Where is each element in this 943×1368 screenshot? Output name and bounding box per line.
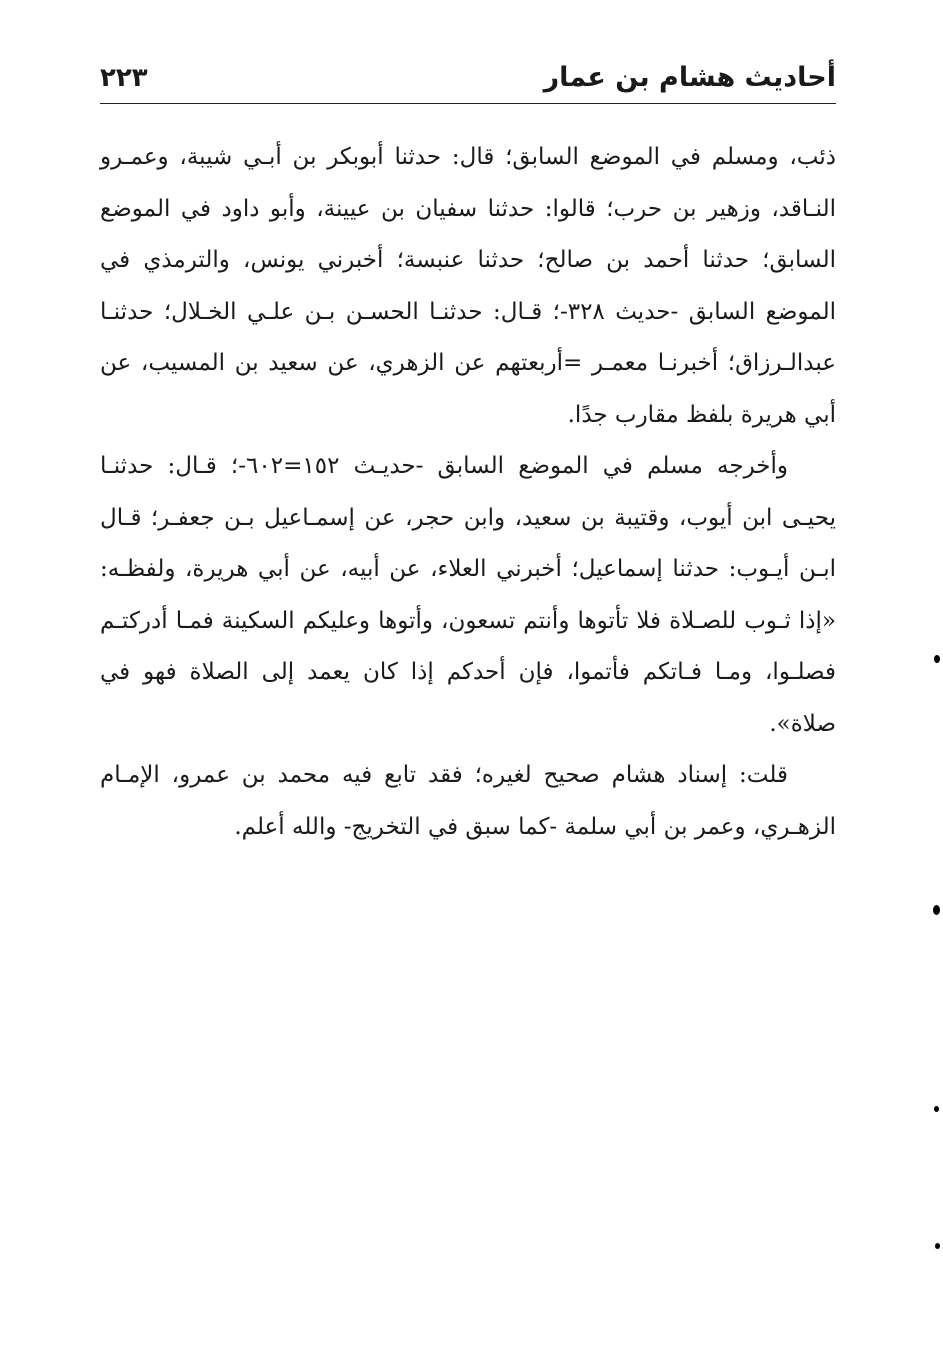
- running-title: أحاديث هشام بن عمار: [543, 62, 836, 93]
- body-text: [100, 132, 836, 853]
- paragraph-takhrij-2: وأخرجه مسلم في الموضع السابق -حديـث ١٥٢=٦٠٢-؛ قـال: حدثنـا يحيـى ابن أيوب، وقتيبة بن سعيد، وابن حجر، عن إسمـاعيل بـن جعفـر؛ قـال ابـن أيـوب: حدثنا إسماعيل؛ أخبرني العلاء، عن أبيه، عن أبي هريرة، ولفظـه: «إذا ثـوب للصـلاة فلا تأتوها وأنتم تسعون، وأتوها وعليكم السكينة فمـا أدركتـم فصلـوا، ومـا فـاتكم فأتموا، فإن أحدكم إذا كان يعمد إلى الصلاة فهو في صلاة».: [100, 453, 836, 737]
- page-header: [100, 60, 836, 102]
- header-divider: [100, 103, 836, 104]
- paragraph-conclusion: قلت: إسناد هشام صحيح لغيره؛ فقد تابع فيه محمد بن عمرو، الإمـام الزهـري، وعمر بن أبي سلمة -كما سبق في التخريج- والله أعلم.: [100, 762, 836, 840]
- scan-dot: [935, 1243, 940, 1249]
- scan-dot: [934, 1106, 939, 1112]
- scan-dot: [933, 905, 940, 915]
- page-number: ٢٢٣: [100, 63, 148, 93]
- scan-dot: [934, 655, 940, 663]
- paragraph-takhrij-1: ذئب، ومسلم في الموضع السابق؛ قال: حدثنا أبوبكر بن أبـي شيبة، وعمـرو النـاقد، وزهير بن حرب؛ قالوا: حدثنا سفيان بن عيينة، وأبو داود في الموضع السابق؛ حدثنا أحمد بن صالح؛ حدثنا عنبسة؛ أخبرني يونس، والترمذي في الموضع السابق -حديث ٣٢٨-؛ قـال: حدثنـا الحسـن بـن علـي الخـلال؛ حدثنـا عبدالـرزاق؛ أخبرنـا معمـر =أربعتهم عن الزهري، عن سعيد بن المسيب، عن أبي هريرة بلفظ مقارب جدًا.: [100, 144, 836, 428]
